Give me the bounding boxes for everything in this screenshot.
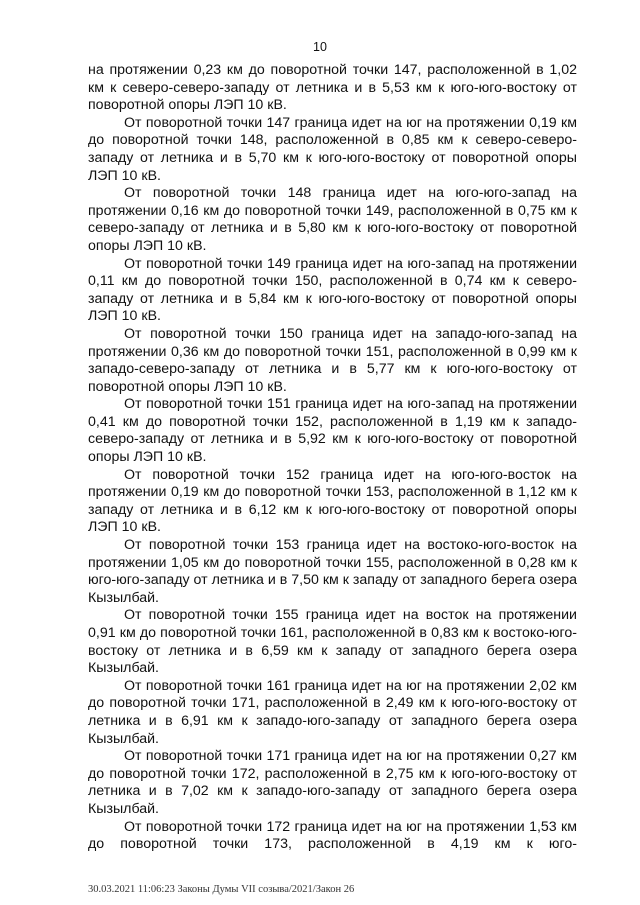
paragraph: От поворотной точки 161 граница идет на юг на протяжении 2,02 км до поворотной точки 171, расположенной в 2,49 км к юго-юго-востоку от летника и в 6,91 км к западо-юго-западу от западного берега озера Кызылбай. <box>88 677 577 747</box>
page-number: 10 <box>313 40 327 54</box>
paragraph: От поворотной точки 152 граница идет на юго-юго-восток на протяжении 0,19 км до поворотной точки 153, расположенной в 1,12 км к западу от летника и в 6,12 км к юго-юго-востоку от поворотной опоры ЛЭП 10 кВ. <box>88 466 577 536</box>
paragraph: От поворотной точки 172 граница идет на юг на протяжении 1,53 км до поворотной точки 173, расположенной в 4,19 км к юго- <box>88 818 577 853</box>
paragraph: От поворотной точки 149 граница идет на юго-запад на протяжении 0,11 км до поворотной точки 150, расположенной в 0,74 км к северо-западу от летника и в 5,84 км к юго-юго-востоку от поворотной опоры ЛЭП 10 кВ. <box>88 255 577 325</box>
paragraph: От поворотной точки 171 граница идет на юг на протяжении 0,27 км до поворотной точки 172, расположенной в 2,75 км к юго-юго-востоку от летника и в 7,02 км к западо-юго-западу от западного берега озера Кызылбай. <box>88 748 577 817</box>
paragraph: От поворотной точки 147 граница идет на юг на протяжении 0,19 км до поворотной точки 148, расположенной в 0,85 км к северо-северо-западу от летника и в 5,70 км к юго-юго-востоку от поворотной опоры ЛЭП 10 кВ. <box>88 114 577 184</box>
paragraph: От поворотной точки 151 граница идет на юго-запад на протяжении 0,41 км до поворотной точки 152, расположенной в 1,19 км к западо-северо-западу от летника и в 5,92 км к юго-юго-востоку от поворотной опоры ЛЭП 10 кВ. <box>88 396 577 466</box>
paragraph: От поворотной точки 150 граница идет на западо-юго-запад на протяжении 0,36 км до поворотной точки 151, расположенной в 0,99 км к западо-северо-западу от летника и в 5,77 км к юго-юго-востоку от поворотной опоры ЛЭП 10 кВ. <box>88 325 577 395</box>
footer-stamp: 30.03.2021 11:06:23 Законы Думы VII созыва/2021/Закон 26 <box>88 884 355 895</box>
paragraph: От поворотной точки 155 граница идет на восток на протяжении 0,91 км до поворотной точки 161, расположенной в 0,83 км к востоко-юго-востоку от летника и в 6,59 км к западу от западного берега озера Кызылбай. <box>88 607 577 677</box>
document-body <box>88 62 577 854</box>
paragraph: От поворотной точки 148 граница идет на юго-юго-запад на протяжении 0,16 км до поворотной точки 149, расположенной в 0,75 км к северо-западу от летника и в 5,80 км к юго-юго-востоку от поворотной опоры ЛЭП 10 кВ. <box>88 185 577 254</box>
paragraph: От поворотной точки 153 граница идет на востоко-юго-восток на протяжении 1,05 км до поворотной точки 155, расположенной в 0,28 км к юго-юго-западу от летника и в 7,50 км к западу от западного берега озера Кызылбай. <box>88 537 577 606</box>
paragraph: на протяжении 0,23 км до поворотной точки 147, расположенной в 1,02 км к северо-северо-западу от летника и в 5,53 км к юго-юго-востоку от поворотной опоры ЛЭП 10 кВ. <box>88 62 577 114</box>
